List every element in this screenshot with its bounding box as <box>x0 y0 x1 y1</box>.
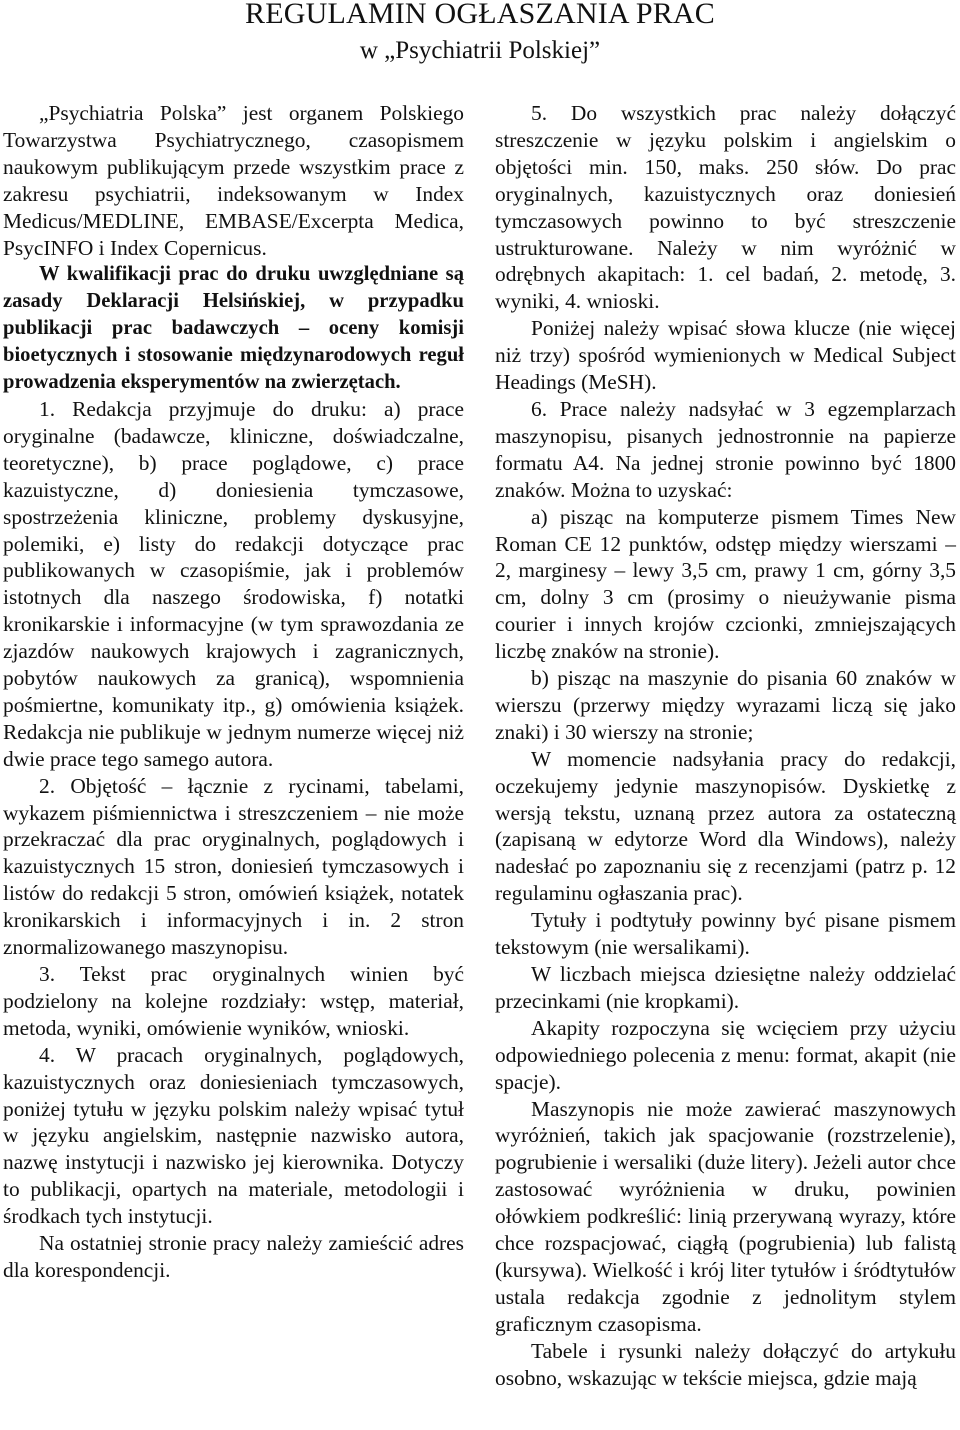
paragraph-rule-5-keywords: Poniżej należy wpisać słowa klucze (nie więcej niż trzy) spośród wymienionych w Medical Subject Headings (MeSH). <box>495 316 956 395</box>
paragraph-rule-4: 4. W pracach oryginalnych, poglądowych, kazuistycznych oraz doniesieniach tymczasowych, poniżej tytułu w języku polskim należy wpisać tytuł w języku angielskim, następnie nazwisko autora, nazwę instytucji i nazwisko jej kierownika. Dotyczy to publikacji, opartych na materiale, metodologii i środkach tych instytucji. <box>3 1042 464 1229</box>
paragraph-rule-6-paragraphs: Akapity rozpoczyna się wcięciem przy użyciu odpowiedniego polecenia z menu: format, akapit (nie spacje). <box>495 1015 956 1094</box>
paragraph-rule-6: 6. Prace należy nadsyłać w 3 egzemplarzach maszynopisu, pisanych jednostronnie na papierze formatu A4. Na jednej stronie powinno być 1800 znaków. Można to uzyskać: <box>495 396 956 502</box>
paragraph-rule-6-emphasis: Maszynopis nie może zawierać maszynowych wyróżnień, takich jak spacjowanie (rozstrzelenie), pogrubienie i wersaliki (duże litery). Jeżeli autor chce zastosować wyróżnienia w druku, powinien ołówkiem podkreślić: linią przerywaną wyrazy, które chce rozspacjować, ciągłą (pogrubienia) lub falistą (kursywa). Wielkość i krój liter tytułów i śródtytułów ustala redakcja zgodnie z jednolitym stylem graficznym czasopisma. <box>495 1096 956 1336</box>
paragraph-rule-6-tables: Tabele i rysunki należy dołączyć do artykułu osobno, wskazując w tekście miejsca, gdzie mają <box>495 1338 956 1390</box>
paragraph-rule-3: 3. Tekst prac oryginalnych winien być podzielony na kolejne rozdziały: wstęp, materiał, metoda, wyniki, omówienie wyników, wnioski. <box>3 962 464 1040</box>
paragraph-ethics: W kwalifikacji prac do druku uwzględniane są zasady Deklaracji Helsińskiej, w przypadku publikacji prac badawczych – oceny komisji bioetycznych i stosowanie międzynarodowych reguł prowadzenia eksperymentów na zwierzętach. <box>3 263 464 394</box>
left-column <box>3 100 464 1284</box>
paragraph-rule-6-numbers: W liczbach miejsca dziesiętne należy oddzielać przecinkami (nie kropkami). <box>495 962 956 1013</box>
paragraph-rule-6-submission: W momencie nadsyłania pracy do redakcji, oczekujemy jedynie maszynopisów. Dyskietkę z wersją tekstu, uznaną przez autora za ostateczną (zapisaną w edytorze Word dla Windows), należy nadesłać po zapoznaniu się z recenzjami (patrz p. 12 regulaminu ogłaszania prac). <box>495 746 956 906</box>
paragraph-rule-6-a: a) pisząc na komputerze pismem Times New Roman CE 12 punktów, odstęp między wierszami – 2, marginesy – lewy 3,5 cm, prawy 1 cm, górny 3,5 cm, dolny 3 cm (prosimy o nieużywanie pisma courier i innych krojów czcionki, zmniejszających liczbę znaków na stronie). <box>495 504 956 664</box>
page-subtitle: w „Psychiatrii Polskiej” <box>359 37 601 64</box>
paragraph-rule-5: 5. Do wszystkich prac należy dołączyć streszczenie w języku polskim i angielskim o objętości min. 150, maks. 250 słów. Do prac oryginalnych, kazuistycznych oraz doniesień tymczasowych powinno to być streszczenie ustrukturowane. Należy w nim wyróżnić w odrębnych akapitach: 1. cel badań, 2. metodę, 3. wyniki, 4. wnioski. <box>495 101 956 314</box>
paragraph-rule-6-b: b) pisząc na maszynie do pisania 60 znaków w wierszu (przerwy między wyrazami liczą się jako znaki) i 30 wierszy na stronie; <box>495 666 956 744</box>
paragraph-rule-6-titles: Tytuły i podtytuły powinny być pisane pismem tekstowym (nie wersalikami). <box>495 908 956 960</box>
paragraph-rule-2: 2. Objętość – łącznie z rycinami, tabelami, wykazem piśmiennictwa i streszczeniem – nie może przekraczać dla prac oryginalnych, poglądowych i kazuistycznych 15 stron, doniesień tymczasowych i listów do redakcji 5 stron, omówień książek, notatek kronikarskich i informacyjnych i in. 2 stron znormalizowanego maszynopisu. <box>3 773 464 960</box>
page-title: REGULAMIN OGŁASZANIA PRAC <box>244 0 715 30</box>
paragraph-rule-1: 1. Redakcja przyjmuje do druku: a) prace oryginalne (badawcze, kliniczne, doświadczalne, teoretyczne), b) prace poglądowe, c) prace kazuistyczne, d) doniesienia tymczasowe, spostrzeżenia kliniczne, problemy dyskusyjne, polemiki, e) listy do redakcji dotyczące prac publikowanych w czasopiśmie, jak i problemów istotnych dla naszego środowiska, f) notatki kronikarskie i informacyjne (w tym sprawozdania ze zjazdów naukowych krajowych i zagranicznych, pobytów naukowych za granicą), wspomnienia pośmiertne, komunikaty itp., g) omówienia książek. Redakcja nie publikuje w jednym numerze więcej niż dwie prace tego samego autora. <box>3 396 464 771</box>
paragraph-rule-4-contact: Na ostatniej stronie pracy należy zamieścić adres dla korespondencji. <box>3 1231 464 1282</box>
paragraph-intro: „Psychiatria Polska” jest organem Polskiego Towarzystwa Psychiatrycznego, czasopismem naukowym publikującym przede wszystkim prace z zakresu psychiatrii, indeksowanym w Index Medicus/MEDLINE, EMBASE/Excerpta Medica, PsycINFO i Index Copernicus. <box>3 101 464 260</box>
right-column <box>495 100 956 1392</box>
